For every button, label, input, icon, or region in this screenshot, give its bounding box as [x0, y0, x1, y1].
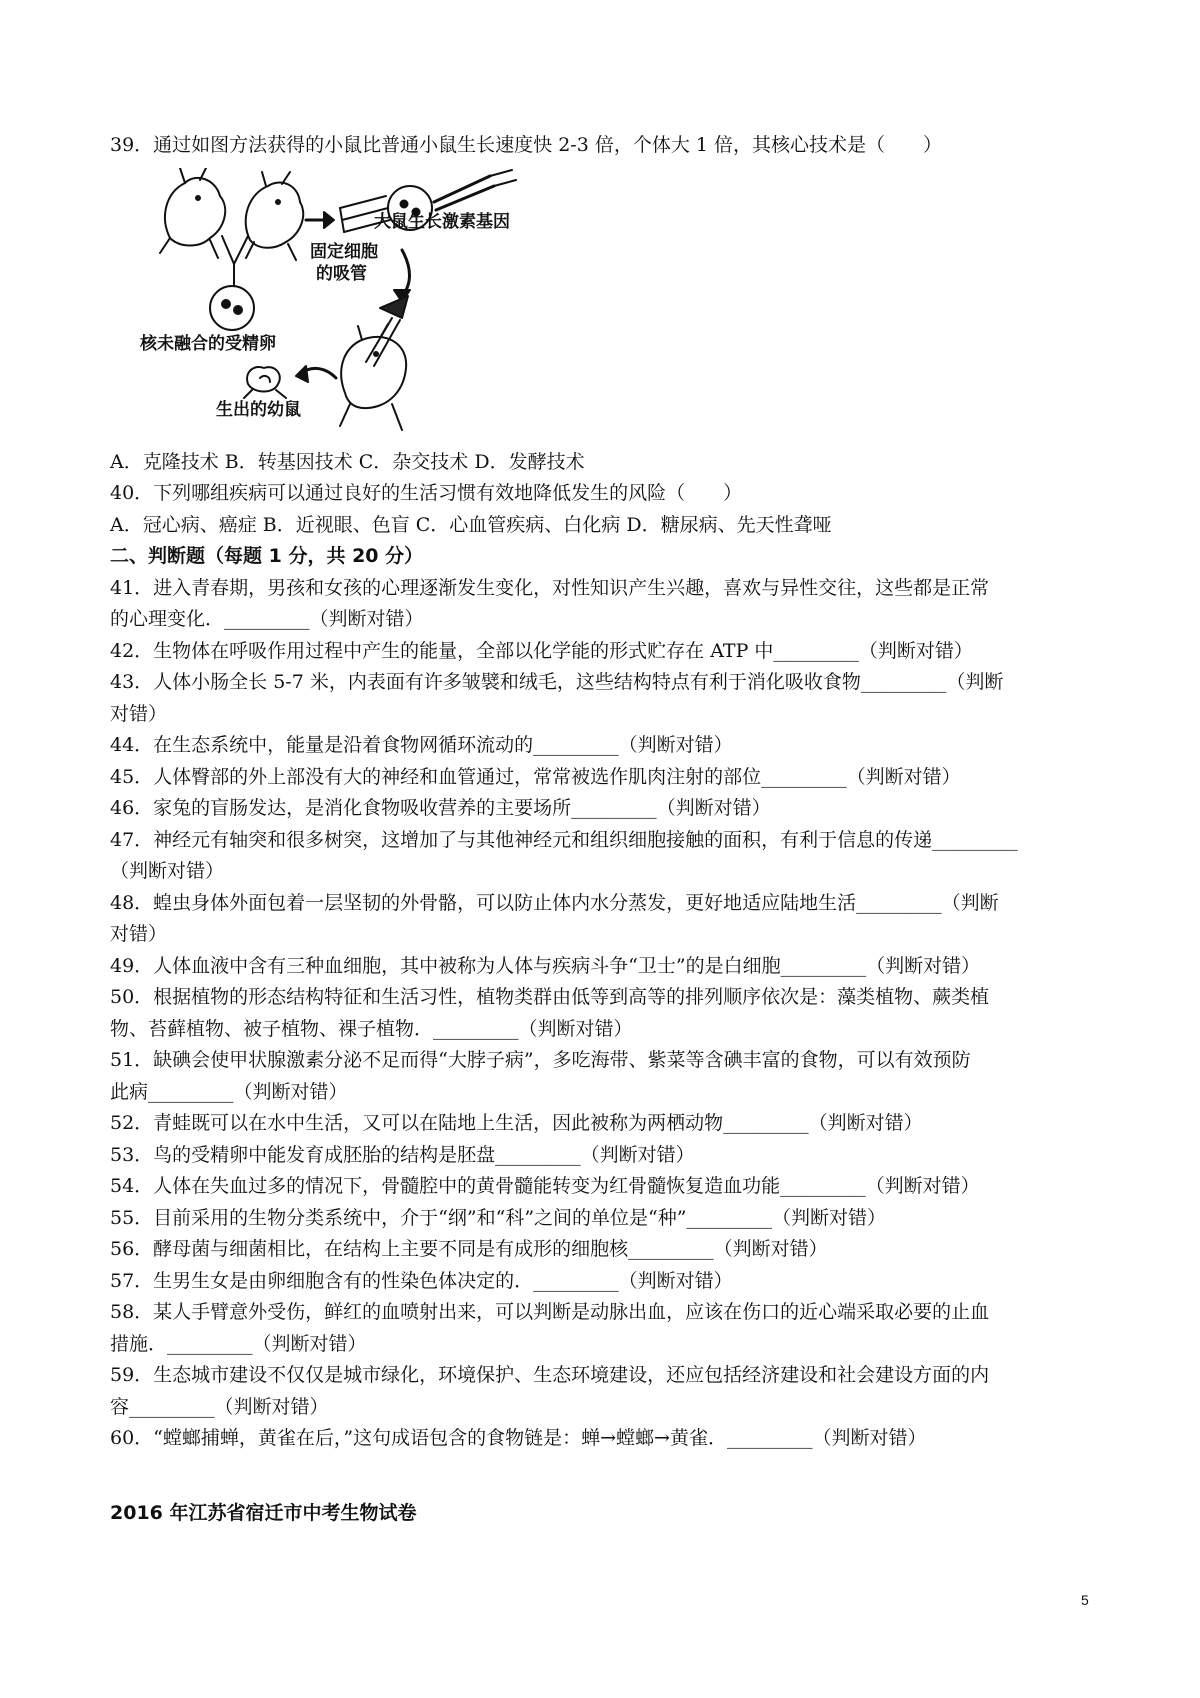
- transgenic-mouse-figure: [140, 168, 520, 443]
- judgment-questions: [110, 573, 1100, 1455]
- label-holding-pipette-line1: 固定细胞: [310, 241, 378, 262]
- judgment-line: 58．某人手臂意外受伤，鲜红的血喷射出来，可以判断是动脉出血，应该在伤口的近心端采取必要的止血: [110, 1301, 990, 1323]
- transfer-pipette-icon: [366, 296, 408, 366]
- parent-mouse-left-icon: [160, 168, 225, 258]
- judgment-line: 50．根据植物的形态结构特征和生活习性，植物类群由低等到高等的排列顺序依次是：藻类植物、蕨类植: [110, 986, 990, 1008]
- judgment-line: 47．神经元有轴突和很多树突，这增加了与其他神经元和组织细胞接触的面积，有利于信息的传递_________: [110, 828, 1018, 851]
- question-40-stem: 40．下列哪组疾病可以通过良好的生活习惯有效地降低发生的风险（ ）: [110, 482, 743, 504]
- label-holding-pipette-line2: 的吸管: [316, 263, 367, 284]
- judgment-line: 41．进入青春期，男孩和女孩的心理逐渐发生变化，对性知识产生兴趣，喜欢与异性交往，这些都是正常: [110, 576, 990, 599]
- label-rat-growth-hormone-gene: 大鼠生长激素基因: [374, 211, 510, 232]
- judgment-line: 57．生男生女是由卵细胞含有的性染色体决定的．_________（判断对错）: [110, 1269, 733, 1292]
- transgenic-mouse-diagram: [140, 168, 520, 443]
- judgment-line: 此病_________（判断对错）: [110, 1080, 348, 1103]
- judgment-line: 46．家兔的盲肠发达，是消化食物吸收营养的主要场所_________（判断对错）: [110, 797, 771, 819]
- judgment-line: 52．青蛙既可以在水中生活，又可以在陆地上生活，因此被称为两栖动物_________（判断对错）: [110, 1112, 923, 1134]
- judgment-line: 物、苔藓植物、被子植物、裸子植物．_________（判断对错）: [110, 1017, 633, 1040]
- judgment-line: 54．人体在失血过多的情况下，骨髓腔中的黄骨髓能转变为红骨髓恢复造血功能_________（判断对错）: [110, 1175, 980, 1197]
- surrogate-mouse-icon: [340, 324, 406, 430]
- judgment-line: 51．缺碘会使甲状腺激素分泌不足而得“大脖子病”，多吃海带、紫菜等含碘丰富的食物，可以有效预防: [110, 1049, 971, 1071]
- judgment-line: 48．蝗虫身体外面包着一层坚韧的外骨骼，可以防止体内水分蒸发，更好地适应陆地生活_________（判断: [110, 891, 999, 914]
- judgment-line: （判断对错）: [110, 860, 225, 882]
- exam-title: 2016 年江苏省宿迁市中考生物试卷: [110, 1502, 417, 1524]
- section-2-title: 二、判断题（每题 1 分，共 20 分）: [110, 545, 424, 567]
- judgment-line: 43．人体小肠全长 5-7 米，内表面有许多皱襞和绒毛，这些结构特点有利于消化吸收食物_________（判断: [110, 671, 1004, 693]
- label-fertilized-egg: 核未融合的受精卵: [140, 333, 276, 354]
- judgment-line: 容_________（判断对错）: [110, 1395, 329, 1418]
- judgment-line: 59．生态城市建设不仅仅是城市绿化，环境保护、生态环境建设，还应包括经济建设和社会建设方面的内: [110, 1364, 990, 1386]
- question-40-options: A．冠心病、癌症 B．近视眼、色盲 C．心血管疾病、白化病 D．糖尿病、先天性聋哑: [110, 513, 832, 536]
- judgment-line: 对错）: [110, 923, 168, 945]
- question-39-options: A．克隆技术 B．转基因技术 C．杂交技术 D．发酵技术: [110, 450, 585, 473]
- injection-needle-icon: [434, 170, 516, 210]
- baby-mice-icon: [244, 366, 286, 397]
- question-39-stem: 39．通过如图方法获得的小鼠比普通小鼠生长速度快 2-3 倍，个体大 1 倍，其核心技术是（ ）: [110, 134, 943, 156]
- judgment-line: 55．目前采用的生物分类系统中，介于“纲”和“科”之间的单位是“种”_________（判断对错）: [110, 1206, 886, 1229]
- judgment-line: 44．在生态系统中，能量是沿着食物网循环流动的_________（判断对错）: [110, 734, 733, 756]
- judgment-line: 的心理变化．_________（判断对错）: [110, 608, 424, 630]
- judgment-line: 对错）: [110, 702, 168, 725]
- judgment-line: 49．人体血液中含有三种血细胞，其中被称为人体与疾病斗争“卫士”的是白细胞_________（判断对错）: [110, 954, 981, 977]
- page-number: 5: [1081, 1592, 1089, 1608]
- judgment-line: 42．生物体在呼吸作用过程中产生的能量，全部以化学能的形式贮存在 ATP 中_________（判断对错）: [110, 639, 973, 662]
- judgment-line: 措施．_________（判断对错）: [110, 1332, 367, 1355]
- judgment-line: 56．酵母菌与细菌相比，在结构上主要不同是有成形的细胞核_________（判断对错）: [110, 1238, 828, 1260]
- judgment-line: 53．鸟的受精卵中能发育成胚胎的结构是胚盘_________（判断对错）: [110, 1143, 695, 1166]
- judgment-line: 60．“螳螂捕蝉，黄雀在后，”这句成语包含的食物链是：蝉→螳螂→黄雀．_________（判断对错）: [110, 1427, 927, 1449]
- parent-mouse-right-icon: [246, 172, 303, 260]
- page-content: [110, 130, 1100, 1455]
- label-baby-mice: 生出的幼鼠: [216, 399, 301, 420]
- judgment-line: 45．人体臀部的外上部没有大的神经和血管通过，常常被选作肌肉注射的部位_________（判断对错）: [110, 765, 961, 788]
- fertilized-egg-icon: [210, 286, 254, 330]
